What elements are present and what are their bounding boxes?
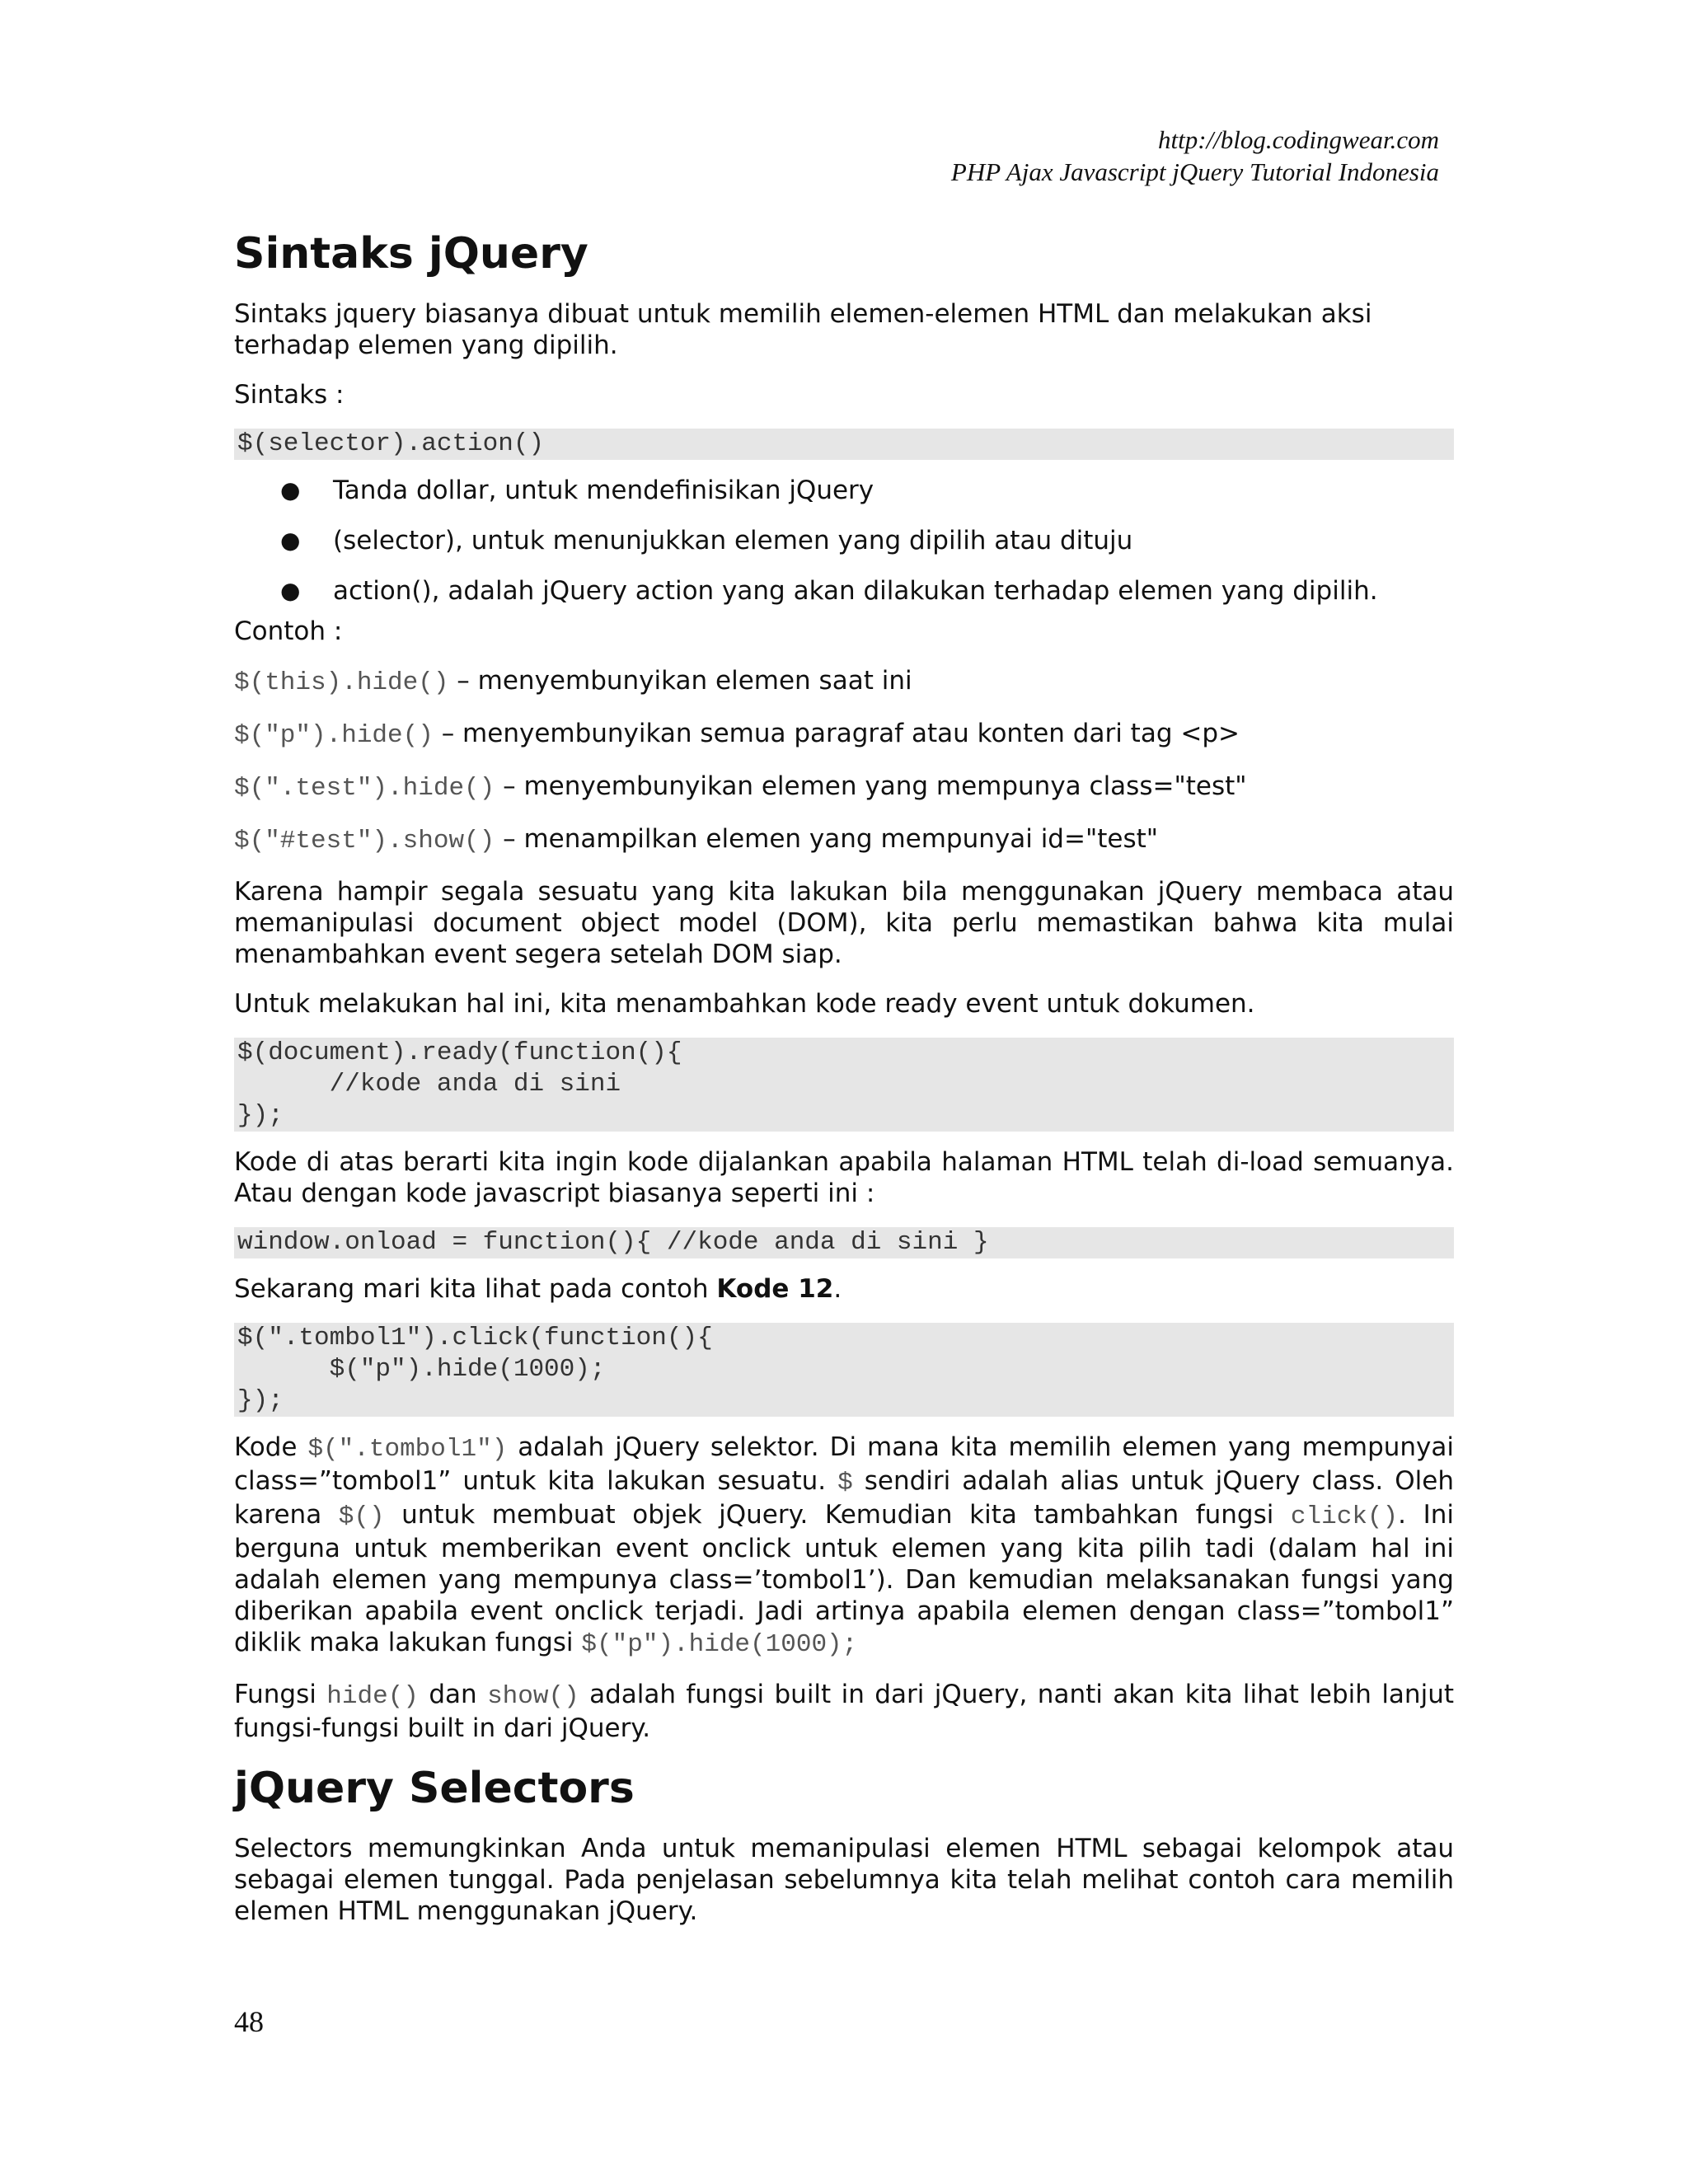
page-number: 48 xyxy=(234,2005,264,2038)
ready-intro: Untuk melakukan hal ini, kita menambahkan kode ready event untuk dokumen. xyxy=(234,989,1255,1019)
list-item: ● Tanda dollar, untuk mendefinisikan jQuery xyxy=(280,476,874,505)
section-title-sintaks: Sintaks jQuery xyxy=(234,229,588,279)
bullet-icon: ● xyxy=(280,476,301,504)
code-reference: Kode 12 xyxy=(716,1274,834,1304)
page-content xyxy=(234,227,1454,1945)
syntax-code-block: $(selector).action() xyxy=(234,429,1454,460)
page-header xyxy=(951,124,1439,188)
example-line: $("#test").show() – menampilkan elemen yang mempunyai id="test" xyxy=(234,824,1159,855)
explain-paragraph: Kode $(".tombol1") adalah jQuery selektor. Di mana kita memilih elemen yang mempunyai class=”tombol1” untuk kita lakukan sesuatu. $ sendiri adalah alias untuk jQuery class. Oleh karena $() untuk membuat objek jQuery. Kemudian kita tambahkan fungsi click(). Ini berguna untuk memberikan event onclick untuk elemen yang kita pilih tadi (dalam hal ini adalah elemen yang mempunya class=’tombol1’). Dan kemudian melaksanakan fungsi yang diberikan apabila event onclick terjadi. Jadi artinya apabila elemen dengan class=”tombol1” diklik maka lakukan fungsi $("p").hide(1000); xyxy=(234,1432,1454,1659)
example-line: $("p").hide() – menyembunyikan semua paragraf atau konten dari tag <p> xyxy=(234,719,1240,750)
dom-paragraph: Karena hampir segala sesuatu yang kita lakukan bila menggunakan jQuery membaca atau memanipulasi document object model (DOM), kita perlu memastikan bahwa kita mulai menambahkan event segera setelah DOM siap. xyxy=(234,877,1454,969)
click-code-block: $(".tombol1").click(function(){ $("p").hide(1000); }); xyxy=(234,1323,1454,1417)
section-title-selectors: jQuery Selectors xyxy=(234,1764,635,1813)
example-label: Contoh : xyxy=(234,616,343,646)
bullet-icon: ● xyxy=(280,577,301,604)
header-subtitle: PHP Ajax Javascript jQuery Tutorial Indonesia xyxy=(950,157,1439,186)
builtin-paragraph: Fungsi hide() dan show() adalah fungsi built in dari jQuery, nanti akan kita lihat lebih lanjut fungsi-fungsi built in dari jQuery. xyxy=(234,1680,1454,1743)
header-url: http://blog.codingwear.com xyxy=(1158,125,1439,154)
syntax-label: Sintaks : xyxy=(234,380,345,410)
ready-code-block: $(document).ready(function(){ //kode anda di sini }); xyxy=(234,1038,1454,1132)
selectors-intro: Selectors memungkinkan Anda untuk memanipulasi elemen HTML sebagai kelompok atau sebagai elemen tunggal. Pada penjelasan sebelumnya kita telah melihat contoh cara memilih elemen HTML menggunakan jQuery. xyxy=(234,1834,1454,1926)
intro-paragraph: Sintaks jquery biasanya dibuat untuk memilih elemen-elemen HTML dan melakukan aksi terhadap elemen yang dipilih. xyxy=(234,299,1372,360)
onload-code-block: window.onload = function(){ //kode anda di sini } xyxy=(234,1227,1454,1258)
example-line: $(".test").hide() – menyembunyikan elemen yang mempunya class="test" xyxy=(234,771,1247,803)
onload-intro: Kode di atas berarti kita ingin kode dijalankan apabila halaman HTML telah di-load semuanya. Atau dengan kode javascript biasanya seperti ini : xyxy=(234,1147,1454,1208)
see-example-paragraph: Sekarang mari kita lihat pada contoh Kode 12. xyxy=(234,1274,842,1304)
syntax-bullet-list xyxy=(234,475,1454,607)
list-item: ● action(), adalah jQuery action yang akan dilakukan terhadap elemen yang dipilih. xyxy=(280,576,1378,606)
example-line: $(this).hide() – menyembunyikan elemen saat ini xyxy=(234,666,912,697)
list-item: ● (selector), untuk menunjukkan elemen yang dipilih atau dituju xyxy=(280,526,1133,555)
bullet-icon: ● xyxy=(280,527,301,554)
